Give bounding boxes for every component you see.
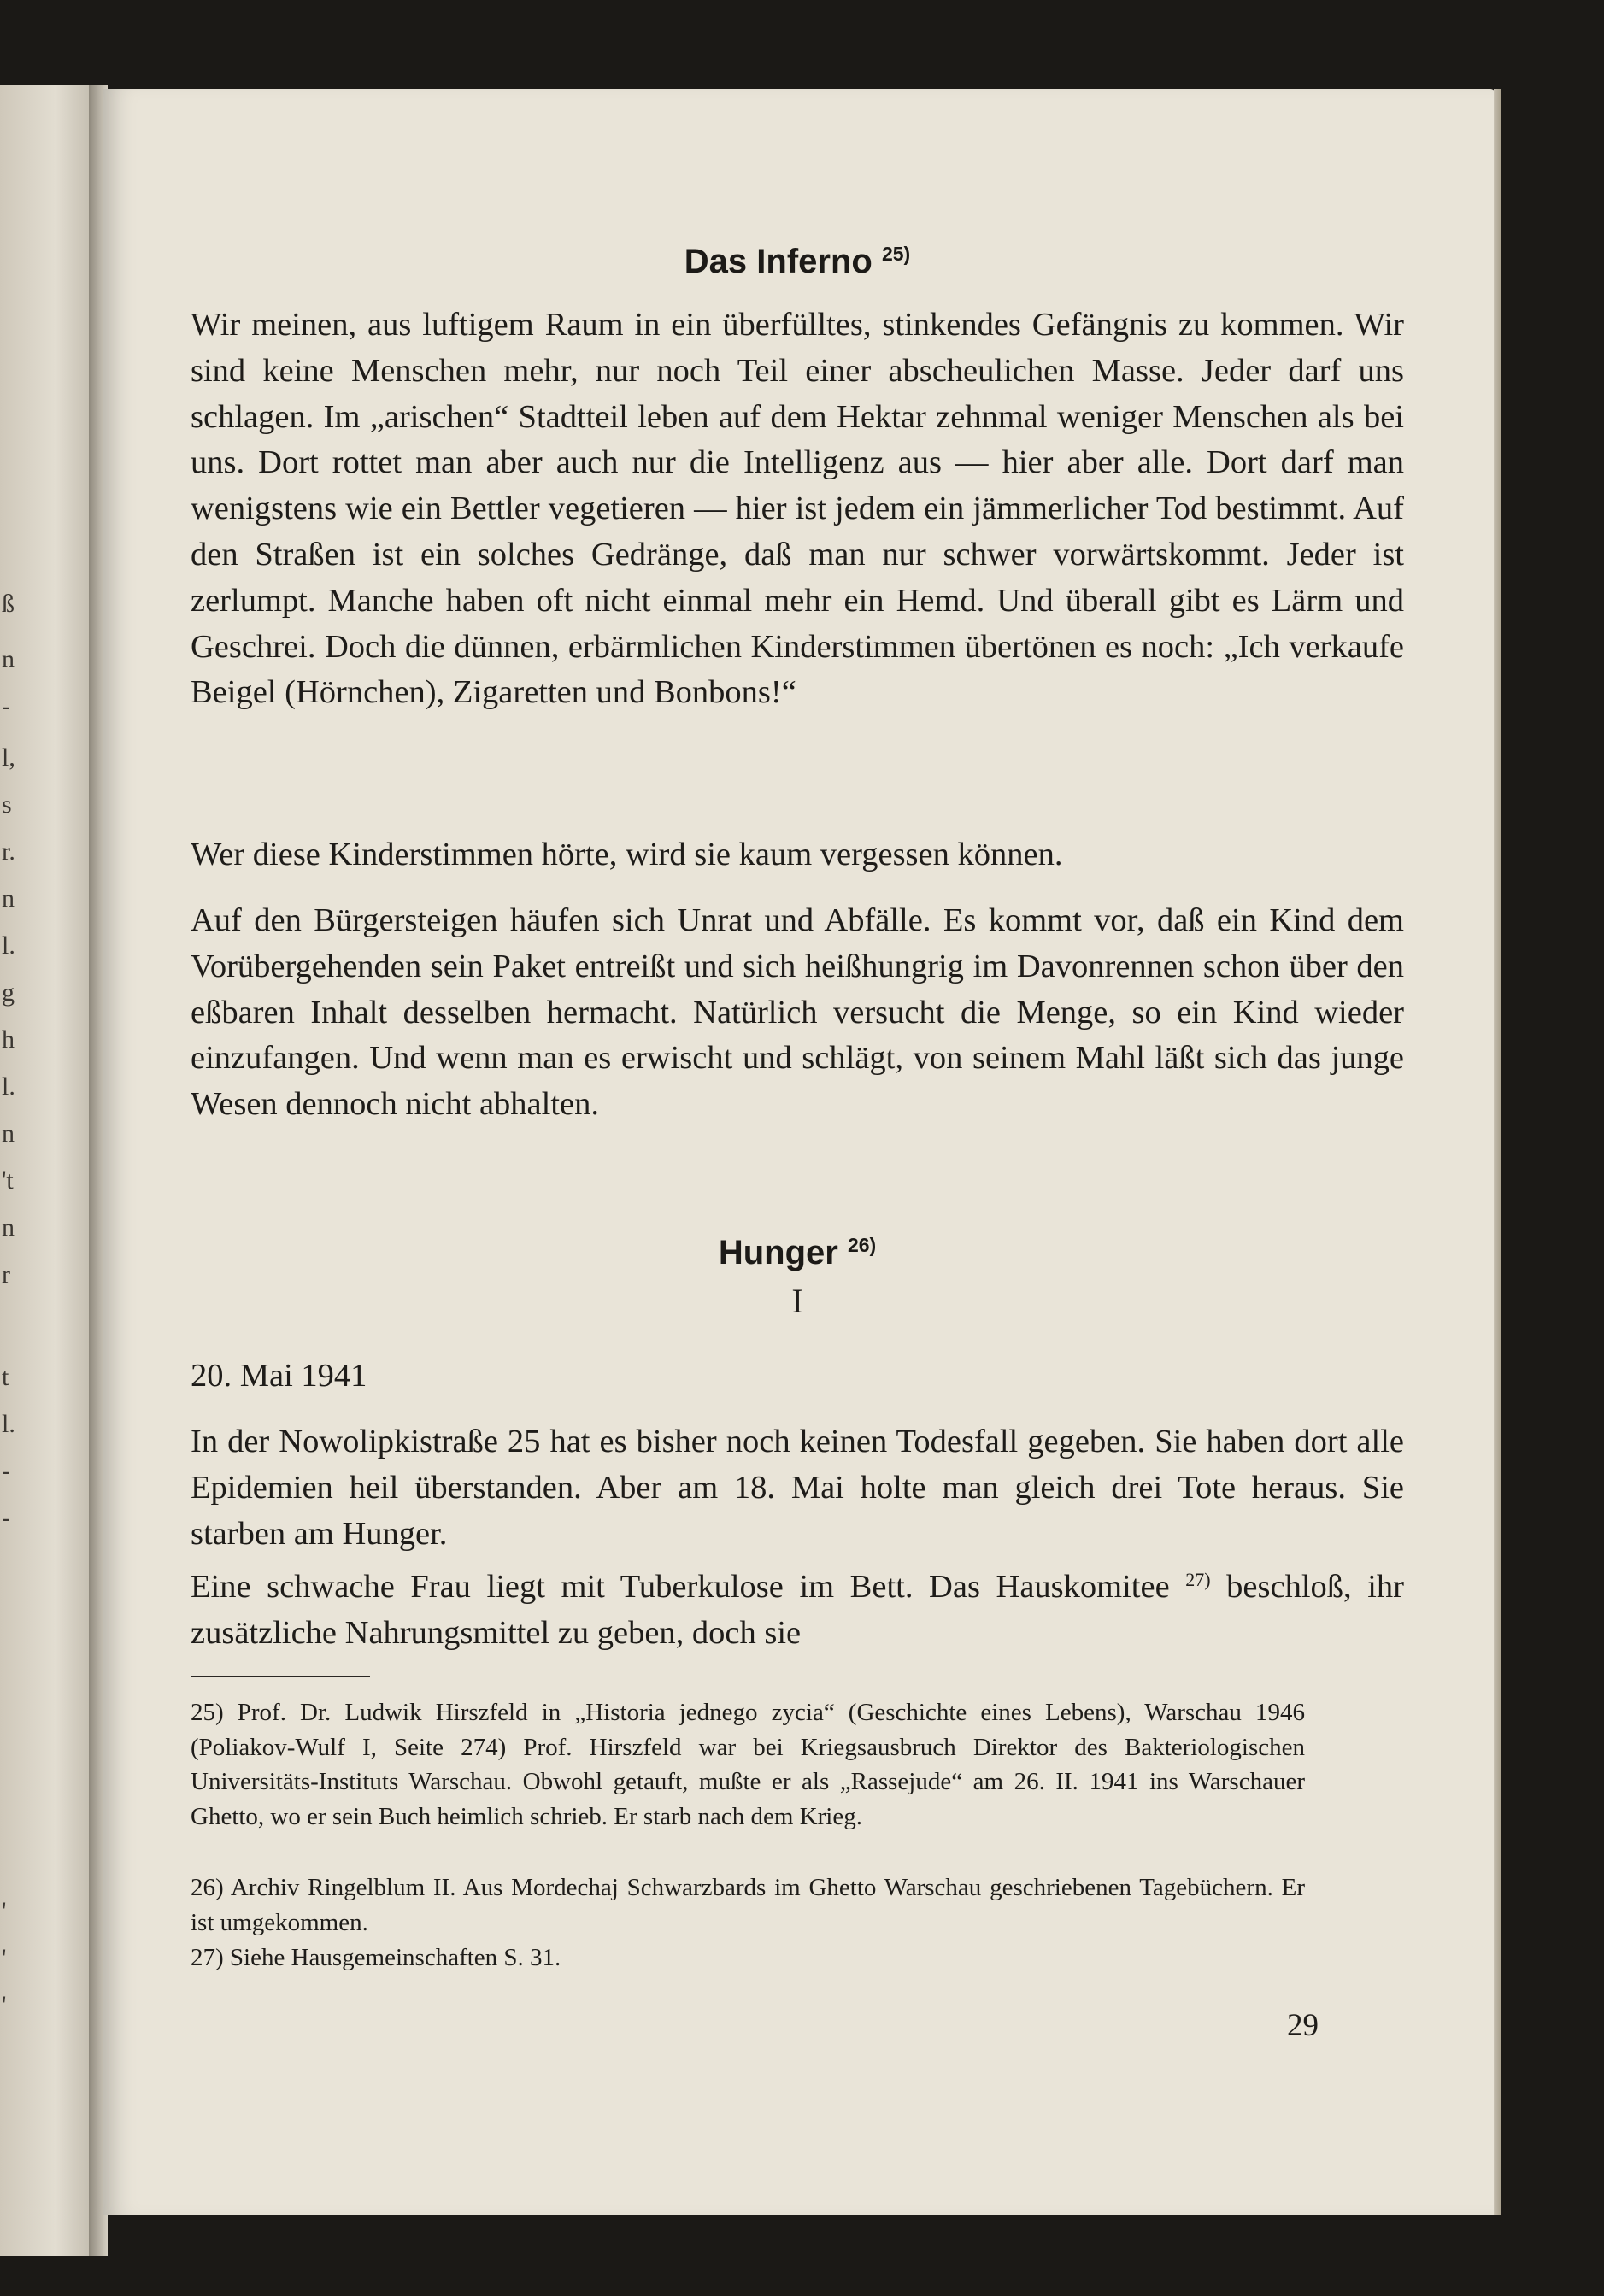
footnote-ref: 25) bbox=[881, 243, 911, 265]
book-page bbox=[103, 89, 1495, 2215]
fragment: 't bbox=[2, 1166, 14, 1195]
fragment: n bbox=[2, 645, 15, 673]
section-heading-hunger bbox=[191, 1234, 1404, 1272]
fragment: l. bbox=[2, 931, 15, 960]
page-block-edge bbox=[1494, 89, 1501, 2215]
heading-title: Hunger bbox=[718, 1234, 838, 1271]
fragment: n bbox=[2, 1119, 15, 1148]
fragment: l, bbox=[2, 743, 15, 772]
facing-page-edge bbox=[0, 85, 101, 2256]
footnote-ref: 26) bbox=[847, 1234, 877, 1256]
footnote: 25) Prof. Dr. Ludwik Hirszfeld in „Historia jednego zycia“ (Geschichte eines Lebens), Warschau 1946 (Poliakov-Wulf I, Seite 274) Prof. Hirszfeld war bei Kriegsausbruch Direktor des Bakteriologischen Universitäts-Instituts Warschau. Obwohl getauft, mußte er als „Rassejude“ am 26. II. 1941 ins Warschauer Ghetto, wo er sein Buch heimlich schrieb. Er starb nach dem Krieg. bbox=[191, 1699, 1305, 1830]
paragraph-text: Eine schwache Frau liegt mit Tuberkulose im Bett. Das Hauskomitee bbox=[191, 1569, 1170, 1605]
paragraph: Wer diese Kinderstimmen hörte, wird sie kaum vergessen können. bbox=[191, 837, 1063, 872]
footnote: 26) Archiv Ringelblum II. Aus Mordechaj Schwarzbards im Ghetto Warschau geschriebenen Tagebüchern. Er ist umgekommen. bbox=[191, 1874, 1305, 1936]
fragment: r. bbox=[2, 837, 15, 866]
paragraph: Wir meinen, aus luftigem Raum in ein überfülltes, stinkendes Gefängnis zu kommen. Wir sind keine Menschen mehr, nur noch Teil einer abscheulichen Masse. Jeder darf uns schlagen. Im „arischen“ Stadtteil leben auf dem Hektar zehnmal weniger Menschen als bei uns. Dort rottet man aber auch nur die Intelligenz aus — hier aber alle. Dort darf man wenigstens wie ein Bettler vegetieren — hier ist jedem ein jämmerlicher Tod bestimmt. Auf den Straßen ist ein solches Gedränge, daß man nur schwer vorwärtskommt. Jeder ist zerlumpt. Manche haben oft nicht einmal mehr ein Hemd. Und überall gibt es Lärm und Geschrei. Doch die dünnen, erbärmlichen Kinderstimmen übertönen es noch: „Ich verkaufe Beigel (Hörnchen), Zigaretten und Bonbons!“ bbox=[191, 307, 1404, 711]
fragment: n bbox=[2, 884, 15, 913]
paragraph bbox=[191, 1565, 1404, 1657]
fragment: g bbox=[2, 978, 15, 1007]
fragment: l. bbox=[2, 1072, 15, 1101]
paragraph-text: beschloß, ihr zusätzliche Nahrungsmittel zu geben, doch sie bbox=[191, 1569, 1405, 1651]
fragment: - bbox=[2, 1457, 10, 1485]
fragment: ' bbox=[2, 1991, 7, 2019]
page-number: 29 bbox=[1287, 2008, 1319, 2043]
part-numeral: I bbox=[791, 1282, 803, 1320]
fragment: l. bbox=[2, 1410, 15, 1438]
fragment: n bbox=[2, 1213, 15, 1242]
fragment: ' bbox=[2, 1897, 7, 1925]
paragraph: In der Nowolipkistraße 25 hat es bisher noch keinen Todesfall gegeben. Sie haben dort alle Epidemien heil überstanden. Aber am 18. Mai holte man gleich drei Tote heraus. Sie starben am Hunger. bbox=[191, 1424, 1404, 1552]
fragment: - bbox=[2, 1504, 10, 1532]
fragment: - bbox=[2, 692, 10, 720]
footnote-ref: 27) bbox=[1185, 1569, 1211, 1590]
fragment: h bbox=[2, 1025, 15, 1054]
fragment: r bbox=[2, 1260, 10, 1289]
facing-page-text-fragments bbox=[2, 85, 27, 2256]
fragment: t bbox=[2, 1363, 9, 1391]
footnote: 27) Siehe Hausgemeinschaften S. 31. bbox=[191, 1944, 561, 1971]
heading-title: Das Inferno bbox=[684, 243, 873, 280]
footnote-divider bbox=[191, 1676, 370, 1677]
section-heading-inferno bbox=[191, 243, 1404, 281]
fragment: ' bbox=[2, 1944, 7, 1972]
fragment: s bbox=[2, 790, 12, 819]
entry-date: 20. Mai 1941 bbox=[191, 1358, 367, 1394]
fragment: ß bbox=[2, 590, 15, 618]
paragraph: Auf den Bürgersteigen häufen sich Unrat und Abfälle. Es kommt vor, daß ein Kind dem Vorübergehenden sein Paket entreißt und sich heißhungrig im Davonrennen schon über den eßbaren Inhalt desselben hermacht. Natürlich versucht die Menge, so ein Kind wieder einzufangen. Und wenn man es erwischt und schlägt, von seinem Mahl läßt sich das junge Wesen dennoch nicht abhalten. bbox=[191, 902, 1404, 1123]
